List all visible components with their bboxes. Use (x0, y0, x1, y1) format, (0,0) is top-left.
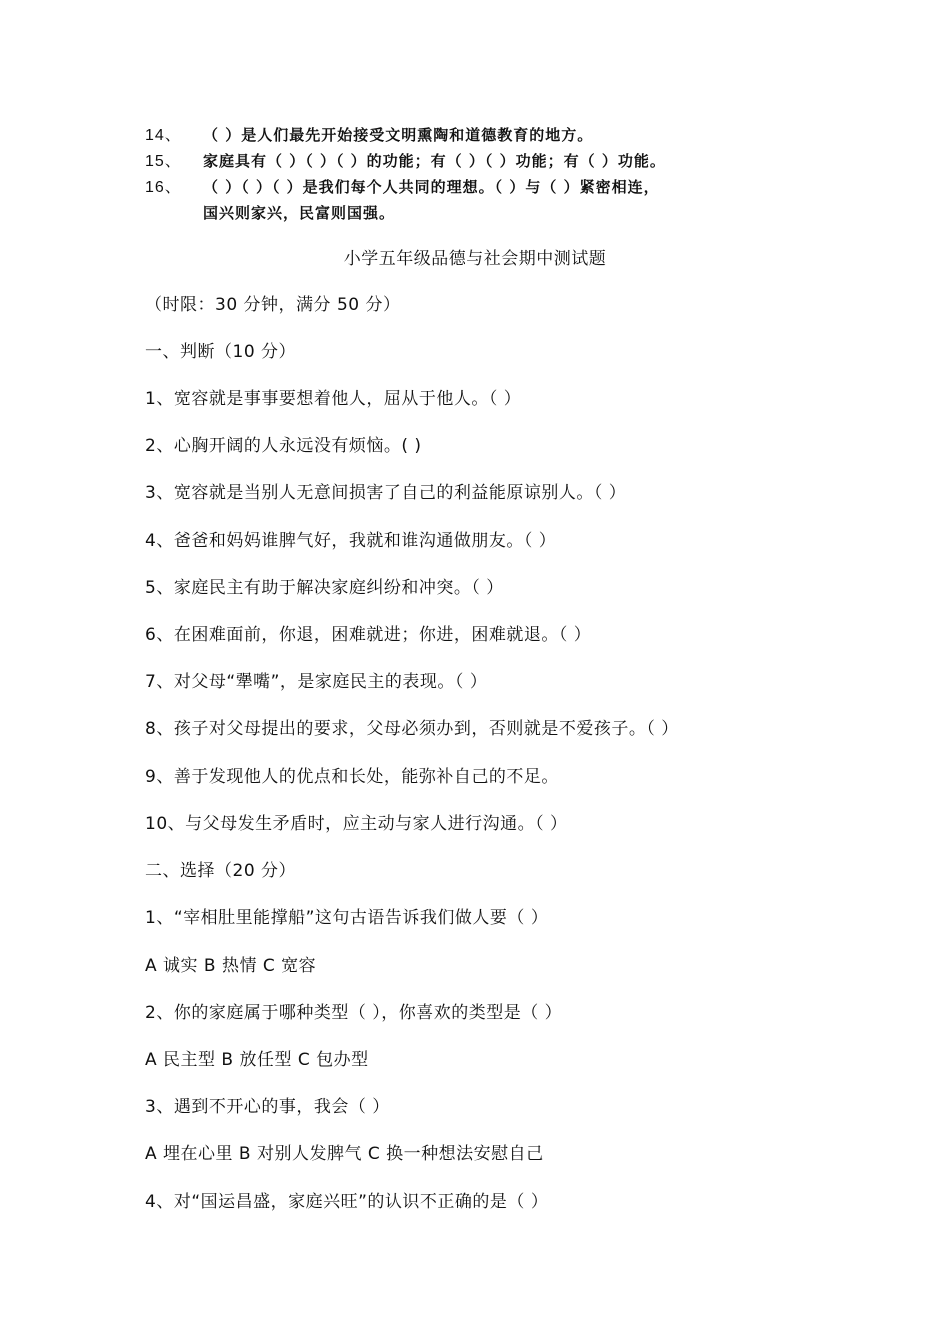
choice-options: A 诚实 B 热情 C 宽容 (145, 956, 317, 976)
true-false-item: 5、家庭民主有助于解决家庭纠纷和冲突。（ ） (145, 578, 504, 598)
true-false-item: 4、爸爸和妈妈谁脾气好，我就和谁沟通做朋友。（ ） (145, 531, 557, 551)
question-text: （ ）（ ）（ ）是我们每个人共同的理想。（ ）与（ ）紧密相连， (203, 178, 660, 196)
section-heading-true-false: 一、判断（10 分） (145, 342, 297, 362)
true-false-item: 3、宽容就是当别人无意间损害了自己的利益能原谅别人。（ ） (145, 483, 627, 503)
question-text: （ ）是人们最先开始接受文明熏陶和道德教育的地方。 (203, 126, 594, 144)
question-text: 家庭具有（ ）（ ）（ ）的功能；有（ ）（ ）功能；有（ ）功能。 (203, 152, 666, 170)
fill-in-question-15 (145, 151, 825, 172)
choice-question: 4、对“国运昌盛，家庭兴旺”的认识不正确的是（ ） (145, 1192, 549, 1212)
true-false-item: 1、宽容就是事事要想着他人，屈从于他人。（ ） (145, 389, 522, 409)
choice-question: 3、遇到不开心的事，我会（ ） (145, 1097, 390, 1117)
true-false-item: 6、在困难面前，你退，困难就进；你进，困难就退。（ ） (145, 625, 592, 645)
fill-in-question-16 (145, 177, 825, 198)
fill-in-question-14 (145, 125, 825, 146)
time-limit: （时限：30 分钟，满分 50 分） (145, 295, 401, 315)
true-false-item: 9、善于发现他人的优点和长处，能弥补自己的不足。 (145, 767, 559, 787)
exam-title: 小学五年级品德与社会期中测试题 (343, 249, 607, 269)
true-false-item: 2、心胸开阔的人永远没有烦恼。( ) (145, 436, 422, 456)
choice-question: 1、“宰相肚里能撑船”这句古语告诉我们做人要（ ） (145, 908, 549, 928)
section-heading-multiple-choice: 二、选择（20 分） (145, 861, 297, 881)
choice-options: A 民主型 B 放任型 C 包办型 (145, 1050, 369, 1070)
choice-question: 2、你的家庭属于哪种类型（ ），你喜欢的类型是（ ） (145, 1003, 563, 1023)
true-false-item: 8、孩子对父母提出的要求，父母必须办到，否则就是不爱孩子。（ ） (145, 719, 679, 739)
true-false-item: 10、与父母发生矛盾时，应主动与家人进行沟通。（ ） (145, 814, 568, 834)
true-false-item: 7、对父母“犟嘴”，是家庭民主的表现。（ ） (145, 672, 488, 692)
question-number: 16、 (145, 179, 182, 196)
question-number: 15、 (145, 153, 182, 170)
choice-options: A 埋在心里 B 对别人发脾气 C 换一种想法安慰自己 (145, 1144, 544, 1164)
fill-in-question-16-continuation: 国兴则家兴，民富则国强。 (203, 204, 396, 222)
question-number: 14、 (145, 127, 182, 144)
